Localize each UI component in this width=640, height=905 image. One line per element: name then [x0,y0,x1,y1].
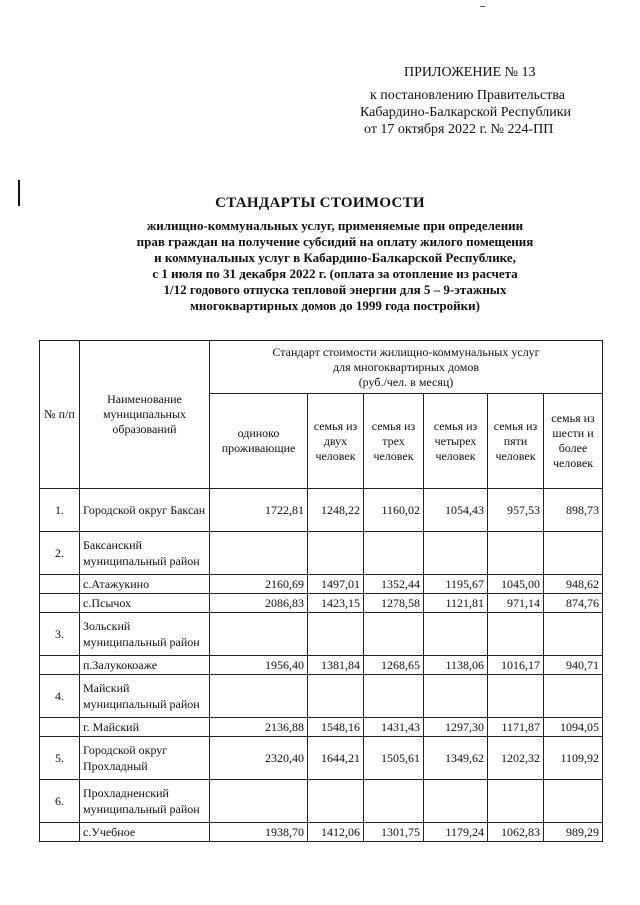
row-value-2: 1381,84 [308,656,364,675]
row-value-6: 948,62 [544,575,603,594]
row-value-2: 1248,22 [308,489,364,532]
row-value-3: 1268,65 [364,656,424,675]
row-value-1: 1722,81 [210,489,308,532]
table-body [40,489,603,842]
row-number [40,656,80,675]
row-municipality-name: г. Майский [80,718,210,737]
row-value-4: 1138,06 [424,656,488,675]
row-value-3: 1301,75 [364,823,424,842]
row-value-5 [488,613,544,656]
appendix-line-3: от 17 октября 2022 г. № 224-ПП [364,122,554,137]
row-number: 2. [40,532,80,575]
row-value-4: 1054,43 [424,489,488,532]
row-value-6 [544,613,603,656]
row-value-1: 1938,70 [210,823,308,842]
row-municipality-name: Баксанский муниципальный район [80,532,210,575]
row-number: 5. [40,737,80,780]
row-value-4 [424,675,488,718]
row-value-2 [308,613,364,656]
row-value-5: 1045,00 [488,575,544,594]
row-number [40,823,80,842]
row-municipality-name: Городской округ Баксан [80,489,210,532]
row-municipality-name: Городской округ Прохладный [80,737,210,780]
row-value-4 [424,613,488,656]
appendix-header [360,64,600,138]
row-value-3 [364,780,424,823]
row-value-5 [488,780,544,823]
row-value-3 [364,613,424,656]
row-value-6 [544,532,603,575]
row-value-4: 1179,24 [424,823,488,842]
header-municipality: Наименование муниципальных образований [80,341,210,489]
row-value-1: 2136,88 [210,718,308,737]
row-value-6 [544,780,603,823]
row-value-3: 1160,02 [364,489,424,532]
header-col-family-6: семья из шести и более человек [544,394,603,489]
table-row [40,594,603,613]
header-col-family-4: семья из четырех человек [424,394,488,489]
row-value-5: 1171,87 [488,718,544,737]
row-value-4 [424,532,488,575]
row-value-2 [308,780,364,823]
row-number: 4. [40,675,80,718]
row-value-3 [364,675,424,718]
row-value-1 [210,675,308,718]
table-row [40,532,603,575]
row-value-2 [308,532,364,575]
table-row [40,656,603,675]
table-row [40,675,603,718]
row-value-4 [424,780,488,823]
row-value-1: 1956,40 [210,656,308,675]
row-value-4: 1297,30 [424,718,488,737]
scan-mark-top [480,6,485,7]
row-value-3: 1505,61 [364,737,424,780]
subtitle-line: многоквартирных домов до 1999 года постройки) [190,298,480,313]
appendix-number: ПРИЛОЖЕНИЕ № 13 [404,65,536,80]
row-value-1: 2086,83 [210,594,308,613]
header-col-family-5: семья из пяти человек [488,394,544,489]
row-number: 3. [40,613,80,656]
row-value-1 [210,613,308,656]
row-value-1: 2320,40 [210,737,308,780]
header-number: № п/п [40,341,80,489]
row-number [40,718,80,737]
row-value-5: 1062,83 [488,823,544,842]
table-row [40,737,603,780]
row-value-6 [544,675,603,718]
table-row [40,489,603,532]
row-value-5: 1202,32 [488,737,544,780]
row-value-1: 2160,69 [210,575,308,594]
appendix-line-2: Кабардино-Балкарской Республики [360,105,571,120]
row-value-4: 1121,81 [424,594,488,613]
row-value-6: 989,29 [544,823,603,842]
header-standard-group [210,341,603,394]
row-value-2: 1497,01 [308,575,364,594]
row-value-3 [364,532,424,575]
row-value-5 [488,532,544,575]
appendix-line-1: к постановлению Правительства [370,88,566,103]
row-number [40,594,80,613]
row-value-6: 1094,05 [544,718,603,737]
row-value-2: 1548,16 [308,718,364,737]
row-municipality-name: Зольский муниципальный район [80,613,210,656]
row-municipality-name: с.Учебное [80,823,210,842]
row-value-3: 1352,44 [364,575,424,594]
row-municipality-name: с.Псычох [80,594,210,613]
header-group-line: Стандарт стоимости жилищно-коммунальных услуг [272,344,540,359]
table-row [40,718,603,737]
row-number: 6. [40,780,80,823]
row-value-6: 940,71 [544,656,603,675]
row-value-5: 957,53 [488,489,544,532]
row-value-5 [488,675,544,718]
table-row [40,613,603,656]
row-value-2: 1644,21 [308,737,364,780]
row-number: 1. [40,489,80,532]
row-value-6: 898,73 [544,489,603,532]
document-subtitle [100,218,570,314]
subtitle-line: и коммунальных услуг в Кабардино-Балкарской Республике, [154,250,516,265]
header-group-line: для многоквартирных домов [332,359,480,374]
row-value-3: 1278,58 [364,594,424,613]
table-row [40,780,603,823]
row-municipality-name: Прохладненский муниципальный район [80,780,210,823]
row-value-1 [210,532,308,575]
row-municipality-name: с.Атажукино [80,575,210,594]
table-row [40,575,603,594]
row-value-2: 1412,06 [308,823,364,842]
row-municipality-name: п.Залукокоаже [80,656,210,675]
subtitle-line: жилищно-коммунальных услуг, применяемые при определении [146,218,524,233]
subtitle-line: прав граждан на получение субсидий на оплату жилого помещения [136,234,534,249]
row-value-6: 874,76 [544,594,603,613]
row-value-4: 1195,67 [424,575,488,594]
row-value-5: 1016,17 [488,656,544,675]
standards-table [39,340,603,842]
subtitle-line: с 1 июля по 31 декабря 2022 г. (оплата за отопление из расчета [152,266,518,281]
subtitle-line: 1/12 годового отпуска тепловой энергии для 5 – 9-этажных [163,282,507,297]
header-col-single: одиноко проживающие [210,394,308,489]
header-col-family-2: семья из двух человек [308,394,364,489]
table-row [40,823,603,842]
row-number [40,575,80,594]
row-value-6: 1109,92 [544,737,603,780]
row-value-2: 1423,15 [308,594,364,613]
document-title: СТАНДАРТЫ СТОИМОСТИ [215,195,425,211]
header-col-family-3: семья из трех человек [364,394,424,489]
row-value-5: 971,14 [488,594,544,613]
row-value-4: 1349,62 [424,737,488,780]
row-municipality-name: Майский муниципальный район [80,675,210,718]
row-value-2 [308,675,364,718]
header-group-line: (руб./чел. в месяц) [358,374,454,389]
row-value-1 [210,780,308,823]
row-value-3: 1431,43 [364,718,424,737]
